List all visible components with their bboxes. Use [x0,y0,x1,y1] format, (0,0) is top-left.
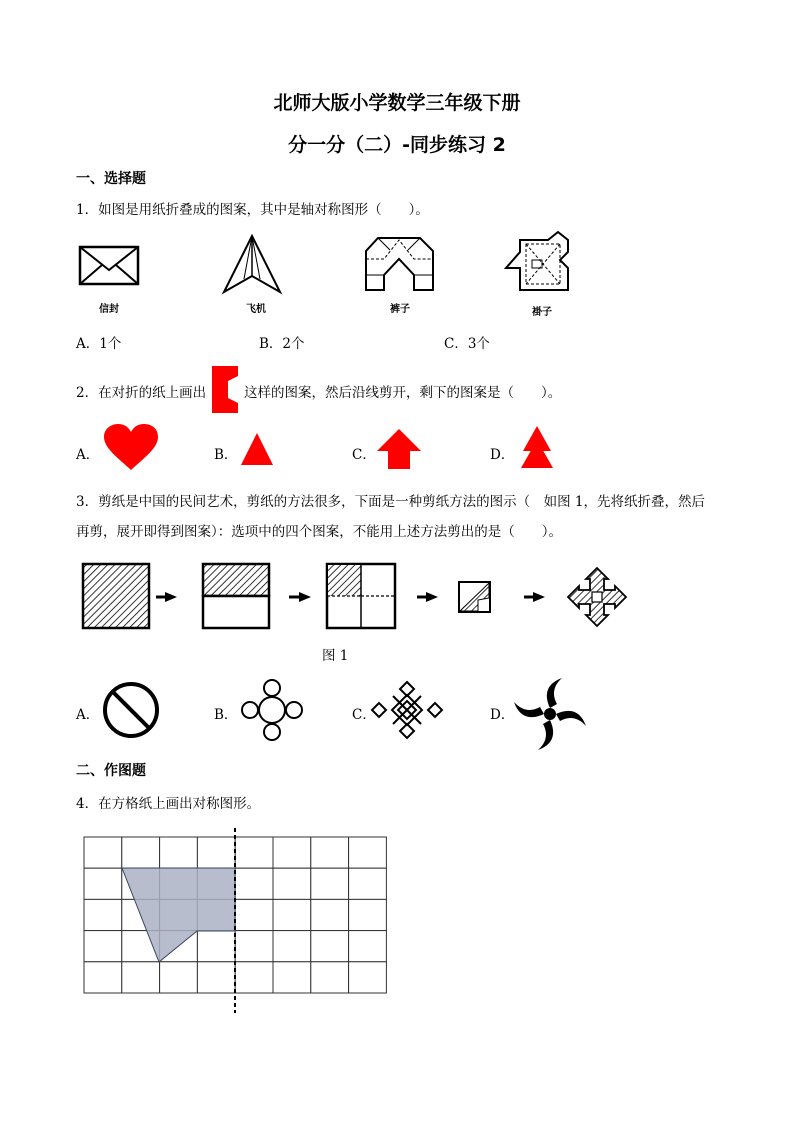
q2-option-c[interactable]: C． [352,447,376,463]
q1-option-b[interactable]: B．2个 [259,336,305,352]
figure-label-plane: 飞机 [246,304,266,315]
grid-cell[interactable] [311,899,349,930]
grid-cell[interactable] [349,931,387,962]
question-1-stem: 1．如图是用纸折叠成的图案，其中是轴对称图形（ ）。 [76,202,429,218]
grid-cell[interactable] [122,962,160,993]
grid-cell[interactable] [84,868,122,899]
question-3-stem-line1: 3．剪纸是中国的民间艺术，剪纸的方法很多，下面是一种剪纸方法的图示（ 如图 1，先将纸折叠，然后 [76,494,705,510]
grid-cell[interactable] [235,962,273,993]
grid-cell[interactable] [84,931,122,962]
grid-cell[interactable] [84,899,122,930]
grid-cell[interactable] [349,837,387,868]
grid-cell[interactable] [160,837,198,868]
figure-1-caption: 图 1 [322,648,349,664]
grid-cell[interactable] [235,837,273,868]
figure-label-jacket: 褂子 [532,307,552,318]
q2-option-a[interactable]: A． [76,447,100,463]
question-2-stem-part2: 这样的图案，然后沿线剪开，剩下的图案是（ ）。 [244,385,562,401]
question-3-stem-line2: 再剪，展开即得到图案）：选项中的四个图案，不能用上述方法剪出的是（ ）。 [76,524,562,540]
page-title: 北师大版小学数学三年级下册 [273,92,521,114]
grid-cell[interactable] [311,931,349,962]
grid-cell[interactable] [84,837,122,868]
grid-cell[interactable] [349,899,387,930]
q3-option-d[interactable]: D． [490,707,515,723]
q1-option-c[interactable]: C．3个 [444,336,490,352]
grid-cell[interactable] [273,931,311,962]
grid-cell[interactable] [273,962,311,993]
q3-option-a[interactable]: A． [76,707,100,723]
q2-option-d[interactable]: D． [490,447,515,463]
grid-cell[interactable] [349,868,387,899]
grid-cell[interactable] [197,931,235,962]
grid-cell[interactable] [273,837,311,868]
grid-cell[interactable] [235,931,273,962]
grid-cell[interactable] [311,962,349,993]
grid-cell[interactable] [235,899,273,930]
grid-cell[interactable] [273,868,311,899]
q1-option-a[interactable]: A．1个 [76,336,122,352]
figure-label-pants: 裤子 [390,304,410,315]
grid-cell[interactable] [235,868,273,899]
question-2-stem-part1: 2．在对折的纸上画出 [76,385,207,401]
section-heading-drawing: 二、作图题 [76,763,146,779]
grid-cell[interactable] [197,962,235,993]
grid-cell[interactable] [160,962,198,993]
grid-cell[interactable] [122,837,160,868]
figure-label-envelope: 信封 [99,304,119,315]
grid-cell[interactable] [311,837,349,868]
grid-cell[interactable] [349,962,387,993]
q3-option-b[interactable]: B． [214,707,238,723]
grid-cell[interactable] [197,837,235,868]
section-heading-choice: 一、选择题 [76,171,146,187]
grid-cell[interactable] [311,868,349,899]
question-4-stem: 4．在方格纸上画出对称图形。 [76,796,261,812]
page-subtitle: 分一分（二）-同步练习 2 [288,134,506,156]
q2-option-b[interactable]: B． [214,447,238,463]
grid-cell[interactable] [84,962,122,993]
q3-option-c[interactable]: C． [352,707,376,723]
grid-cell[interactable] [273,899,311,930]
